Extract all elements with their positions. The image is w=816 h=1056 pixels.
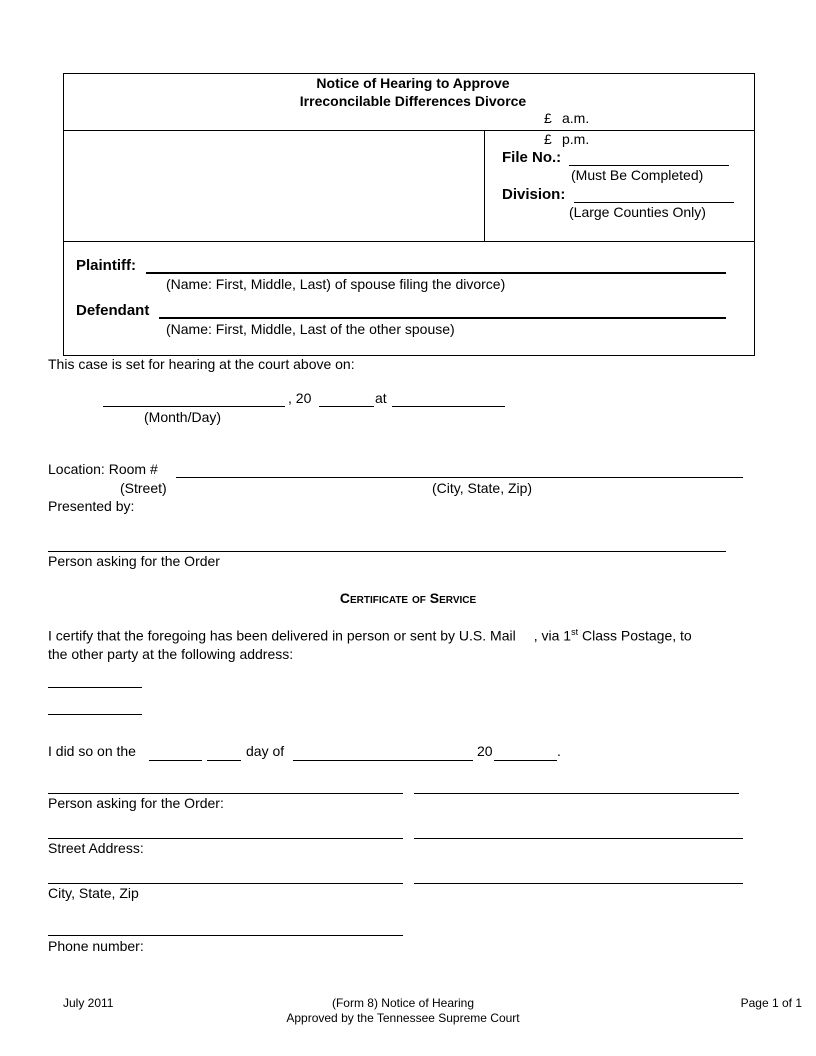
sig-street-field[interactable] xyxy=(48,838,403,839)
defendant-note: (Name: First, Middle, Last of the other spouse) xyxy=(166,321,455,337)
sig-city-label: City, State, Zip xyxy=(48,885,139,901)
month-day-note: (Month/Day) xyxy=(144,409,222,425)
file-no-field[interactable] xyxy=(569,165,729,166)
footer-date: July 2011 xyxy=(63,996,114,1010)
sig-person-label: Person asking for the Order: xyxy=(48,795,224,811)
plaintiff-field[interactable] xyxy=(146,272,726,274)
parties-divider xyxy=(63,241,755,242)
service-month-field[interactable] xyxy=(293,760,473,761)
pm-checkbox[interactable]: £ xyxy=(544,131,552,147)
person-asking-field[interactable] xyxy=(48,551,726,552)
city-note: (City, State, Zip) xyxy=(432,480,533,496)
am-checkbox[interactable]: £ xyxy=(544,110,552,126)
footer-form-line1: (Form 8) Notice of Hearing xyxy=(331,996,475,1010)
certificate-title: Certificate of Service xyxy=(339,590,477,606)
day-of-label: day of xyxy=(246,743,285,759)
plaintiff-note: (Name: First, Middle, Last) of spouse filing the divorce) xyxy=(166,276,506,292)
location-field[interactable] xyxy=(176,477,743,478)
sig-city-field[interactable] xyxy=(48,883,403,884)
file-no-note: (Must Be Completed) xyxy=(571,167,704,183)
month-day-field[interactable] xyxy=(103,406,285,407)
form-title-line1: Notice of Hearing to Approve xyxy=(316,75,510,91)
street-note: (Street) xyxy=(120,480,167,496)
sig-city-field-right[interactable] xyxy=(414,883,743,884)
footer-form-line2: Approved by the Tennessee Supreme Court xyxy=(286,1011,520,1025)
plaintiff-label: Plaintiff: xyxy=(76,257,136,274)
service-date-field-1[interactable] xyxy=(149,760,202,761)
division-field[interactable] xyxy=(574,202,734,203)
am-label: a.m. xyxy=(562,110,590,126)
certificate-text-line1: I certify that the foregoing has been delivered in person or sent by U.S. Mail , via 1st Class Postage, to xyxy=(48,627,692,644)
year-prefix: , 20 xyxy=(288,390,312,406)
sig-street-field-right[interactable] xyxy=(414,838,743,839)
sig-phone-field[interactable] xyxy=(48,935,403,936)
file-no-label: File No.: xyxy=(502,149,562,166)
service-year-field[interactable] xyxy=(494,760,557,761)
division-note: (Large Counties Only) xyxy=(569,204,706,220)
time-field[interactable] xyxy=(392,406,505,407)
defendant-label: Defendant xyxy=(76,302,150,319)
certificate-text-line2: the other party at the following address: xyxy=(48,646,294,662)
sig-phone-label: Phone number: xyxy=(48,938,144,954)
sig-person-field-right[interactable] xyxy=(414,793,739,794)
location-label: Location: Room # xyxy=(48,461,158,477)
sig-street-label: Street Address: xyxy=(48,840,144,856)
period: . xyxy=(557,743,561,759)
header-divider xyxy=(63,130,755,131)
defendant-field[interactable] xyxy=(159,317,726,319)
division-label: Division: xyxy=(502,186,566,203)
service-date-field-2[interactable] xyxy=(207,760,241,761)
at-label: at xyxy=(375,390,387,406)
hearing-intro: This case is set for hearing at the court above on: xyxy=(48,356,355,372)
address-field-1[interactable] xyxy=(48,687,142,688)
court-column-divider xyxy=(484,130,485,241)
footer-page: Page 1 of 1 xyxy=(740,996,802,1010)
year-field[interactable] xyxy=(319,406,374,407)
year-20-label: 20 xyxy=(477,743,493,759)
did-so-on-label: I did so on the xyxy=(48,743,136,759)
person-asking-label: Person asking for the Order xyxy=(48,553,220,569)
pm-label: p.m. xyxy=(562,131,590,147)
presented-by-label: Presented by: xyxy=(48,498,135,514)
form-title-line2: Irreconcilable Differences Divorce xyxy=(299,93,527,109)
address-field-2[interactable] xyxy=(48,714,142,715)
sig-person-field[interactable] xyxy=(48,793,403,794)
